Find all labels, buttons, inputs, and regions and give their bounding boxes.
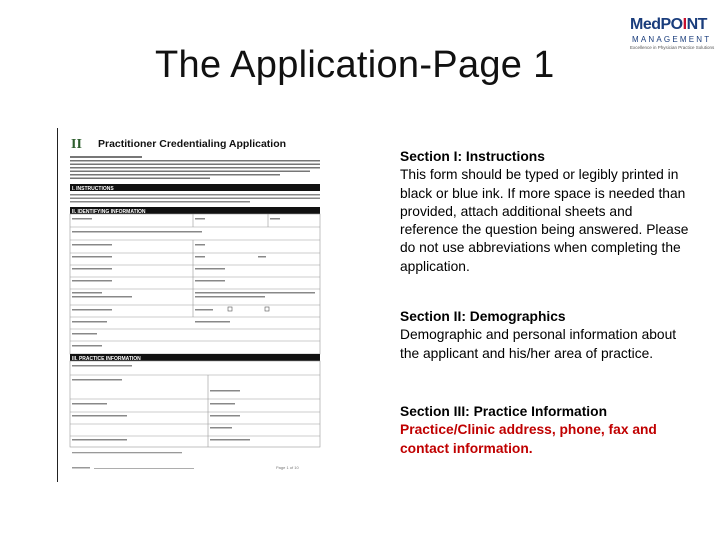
logo-subtitle: MANAGEMENT [632,35,712,44]
section-2-block [400,308,690,363]
section-1-heading: Section I: Instructions [400,149,545,164]
logo-tagline: Excellence in Physician Practice Solutions [630,45,715,50]
form-logo-mark: II [71,137,82,152]
slide-title: The Application-Page 1 [155,44,555,86]
logo-i-text: I [682,16,687,33]
logo-po-text: PO [660,16,683,33]
medpoint-logo [626,16,715,50]
form-thumbnail [58,128,326,482]
section-3-block [400,403,690,458]
section-1-body: This form should be typed or legibly printed in black or blue ink. If more space is needed than provided, attach additional sheets and reference the question being answered. Please do not use abbreviations when completing the application. [400,167,689,274]
section-3-heading: Section III: Practice Information [400,404,607,419]
logo-med-text: Med [630,16,661,33]
section-1-block [400,148,690,276]
form-section-3-label: III. PRACTICE INFORMATION [72,356,141,362]
logo-wordmark [630,16,707,34]
form-title: Practitioner Credentialing Application [98,138,287,150]
application-form-image [57,128,326,482]
form-section-2-label: II. IDENTIFYING INFORMATION [72,209,146,215]
section-2-body: Demographic and personal information about the applicant and his/her area of practice. [400,327,677,361]
logo-nt-text: NT [686,16,707,33]
form-page-number: Page 1 of 10 [276,465,299,470]
section-2-heading: Section II: Demographics [400,309,566,324]
form-section-1-label: I. INSTRUCTIONS [72,186,114,192]
section-3-body: Practice/Clinic address, phone, fax and contact information. [400,422,657,456]
